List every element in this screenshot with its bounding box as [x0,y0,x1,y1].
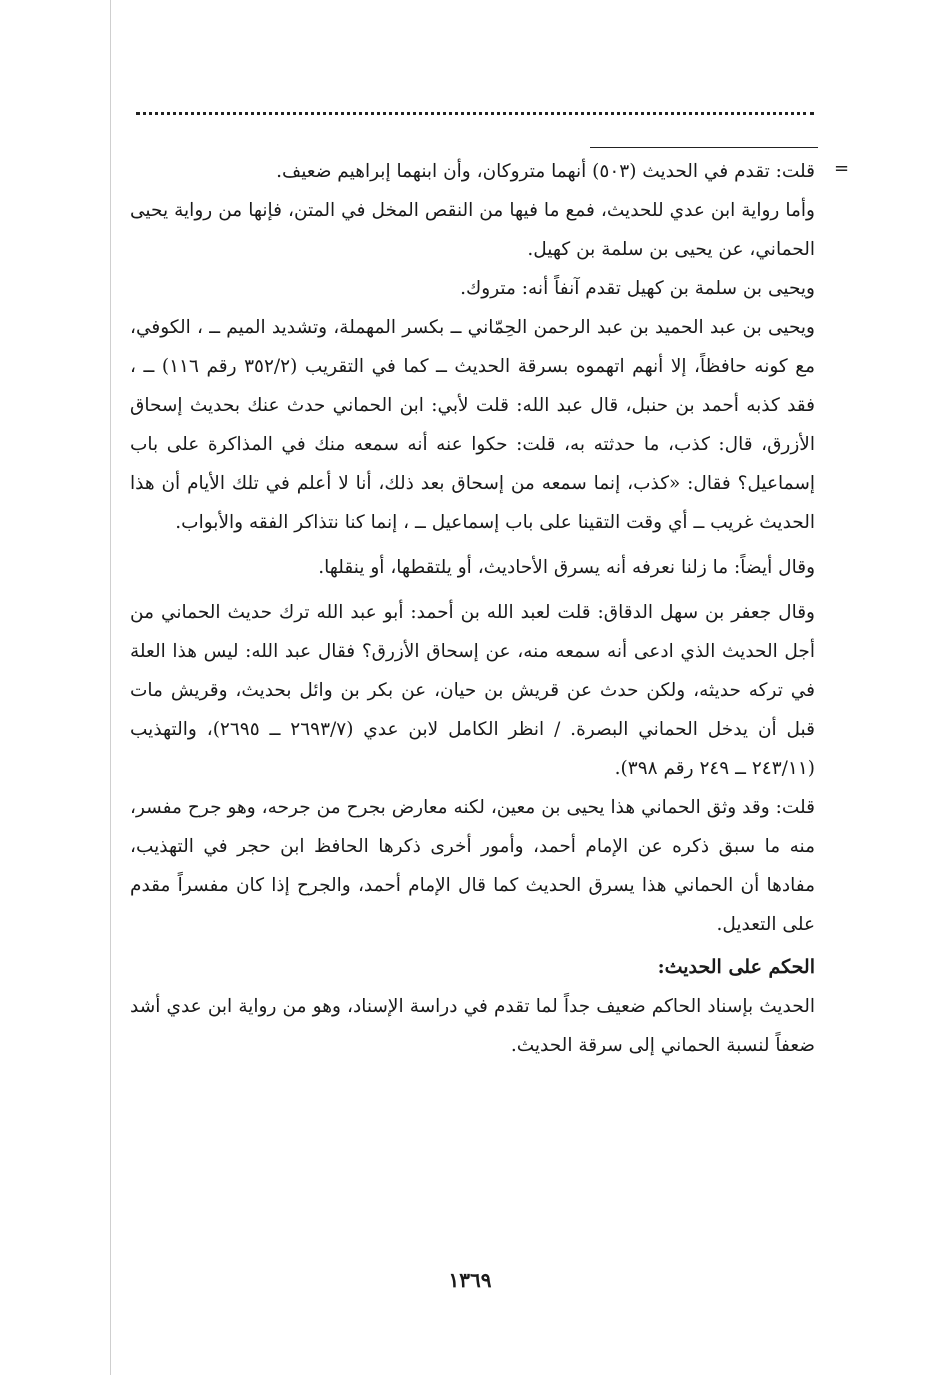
paragraph-1: قلت: تقدم في الحديث (٥٠٣) أنهما متروكان، وأن ابنهما إبراهيم ضعيف. [276,161,815,182]
paragraph-4: ويحيى بن عبد الحميد بن عبد الرحمن الحِمّاني ــ بكسر المهملة، وتشديد الميم ــ ، الكوفي، مع كونه حافظاً، إلا أنهم اتهموه بسرقة الحديث ــ كما في التقريب (٣٥٢/٢ رقم ١١٦) ــ ، فقد كذبه أحمد بن حنبل، قال عبد الله: قلت لأبي: ابن الحماني حدث عنك بحديث إسحاق الأزرق، قال: كذب، ما حدثته به، قلت: حكوا عنه أنه سمعه منك في المذاكرة على باب إسماعيل؟ فقال: «كذب، إنما سمعه من إسحاق بعد ذلك، أنا لا أعلم في تلك الأيام أن هذا الحديث غريب ــ أي وقت التقينا على باب إسماعيل ــ ، إنما كنا نتذاكر الفقه والأبواب. [130,317,815,533]
ruling-heading: الحكم على الحديث: [657,956,815,978]
ruling-text: الحديث بإسناد الحاكم ضعيف جداً لما تقدم في دراسة الإسناد، وهو من رواية ابن عدي أشد ضعفاً لنسبة الحماني إلى سرقة الحديث. [130,996,815,1056]
paragraph-2: وأما رواية ابن عدي للحديث، فمع ما فيها من النقص المخل في المتن، فإنها من رواية يحيى الحماني، عن يحيى بن سلمة بن كهيل. [130,200,815,260]
paragraph-6: وقال جعفر بن سهل الدقاق: قلت لعبد الله بن أحمد: أبو عبد الله ترك حديث الحماني من أجل الحديث الذي ادعى أنه سمعه منه، عن إسحاق الأزرق؟ فقال عبد الله: ليس هذا العلة في تركه حديثه، ولكن حدث عن قريش بن حيان، عن بكر بن وائل بحديث، وقريش مات قبل أن يدخل الحماني البصرة. / انظر الكامل لابن عدي (٢٦٩٣/٧ ــ ٢٦٩٥)، والتهذيب (٢٤٣/١١ ــ ٢٤٩ رقم ٣٩٨). [130,602,815,779]
paragraph-5: وقال أيضاً: ما زلنا نعرفه أنه يسرق الأحاديث، أو يلتقطها، أو ينقلها. [318,557,815,578]
page-number: ١٣٦٩ [448,1268,492,1292]
page-edge-line [110,0,111,1375]
footnote-text [130,152,815,1065]
paragraph-7: قلت: وقد وثق الحماني هذا يحيى بن معين، لكنه معارض بجرح من جرحه، وهو جرح مفسر، منه ما سبق ذكره عن الإمام أحمد، وأمور أخرى ذكرها الحافظ ابن حجر في التهذيب، مفادها أن الحماني هذا يسرق الحديث كما قال الإمام أحمد، والجرح إذا كان مفسراً مقدم على التعديل. [130,797,815,935]
continuation-mark: = [834,158,850,179]
dotted-separator [136,112,814,115]
paragraph-3: ويحيى بن سلمة بن كهيل تقدم آنفاً أنه: متروك. [460,278,815,299]
footnote-rule [590,147,818,148]
